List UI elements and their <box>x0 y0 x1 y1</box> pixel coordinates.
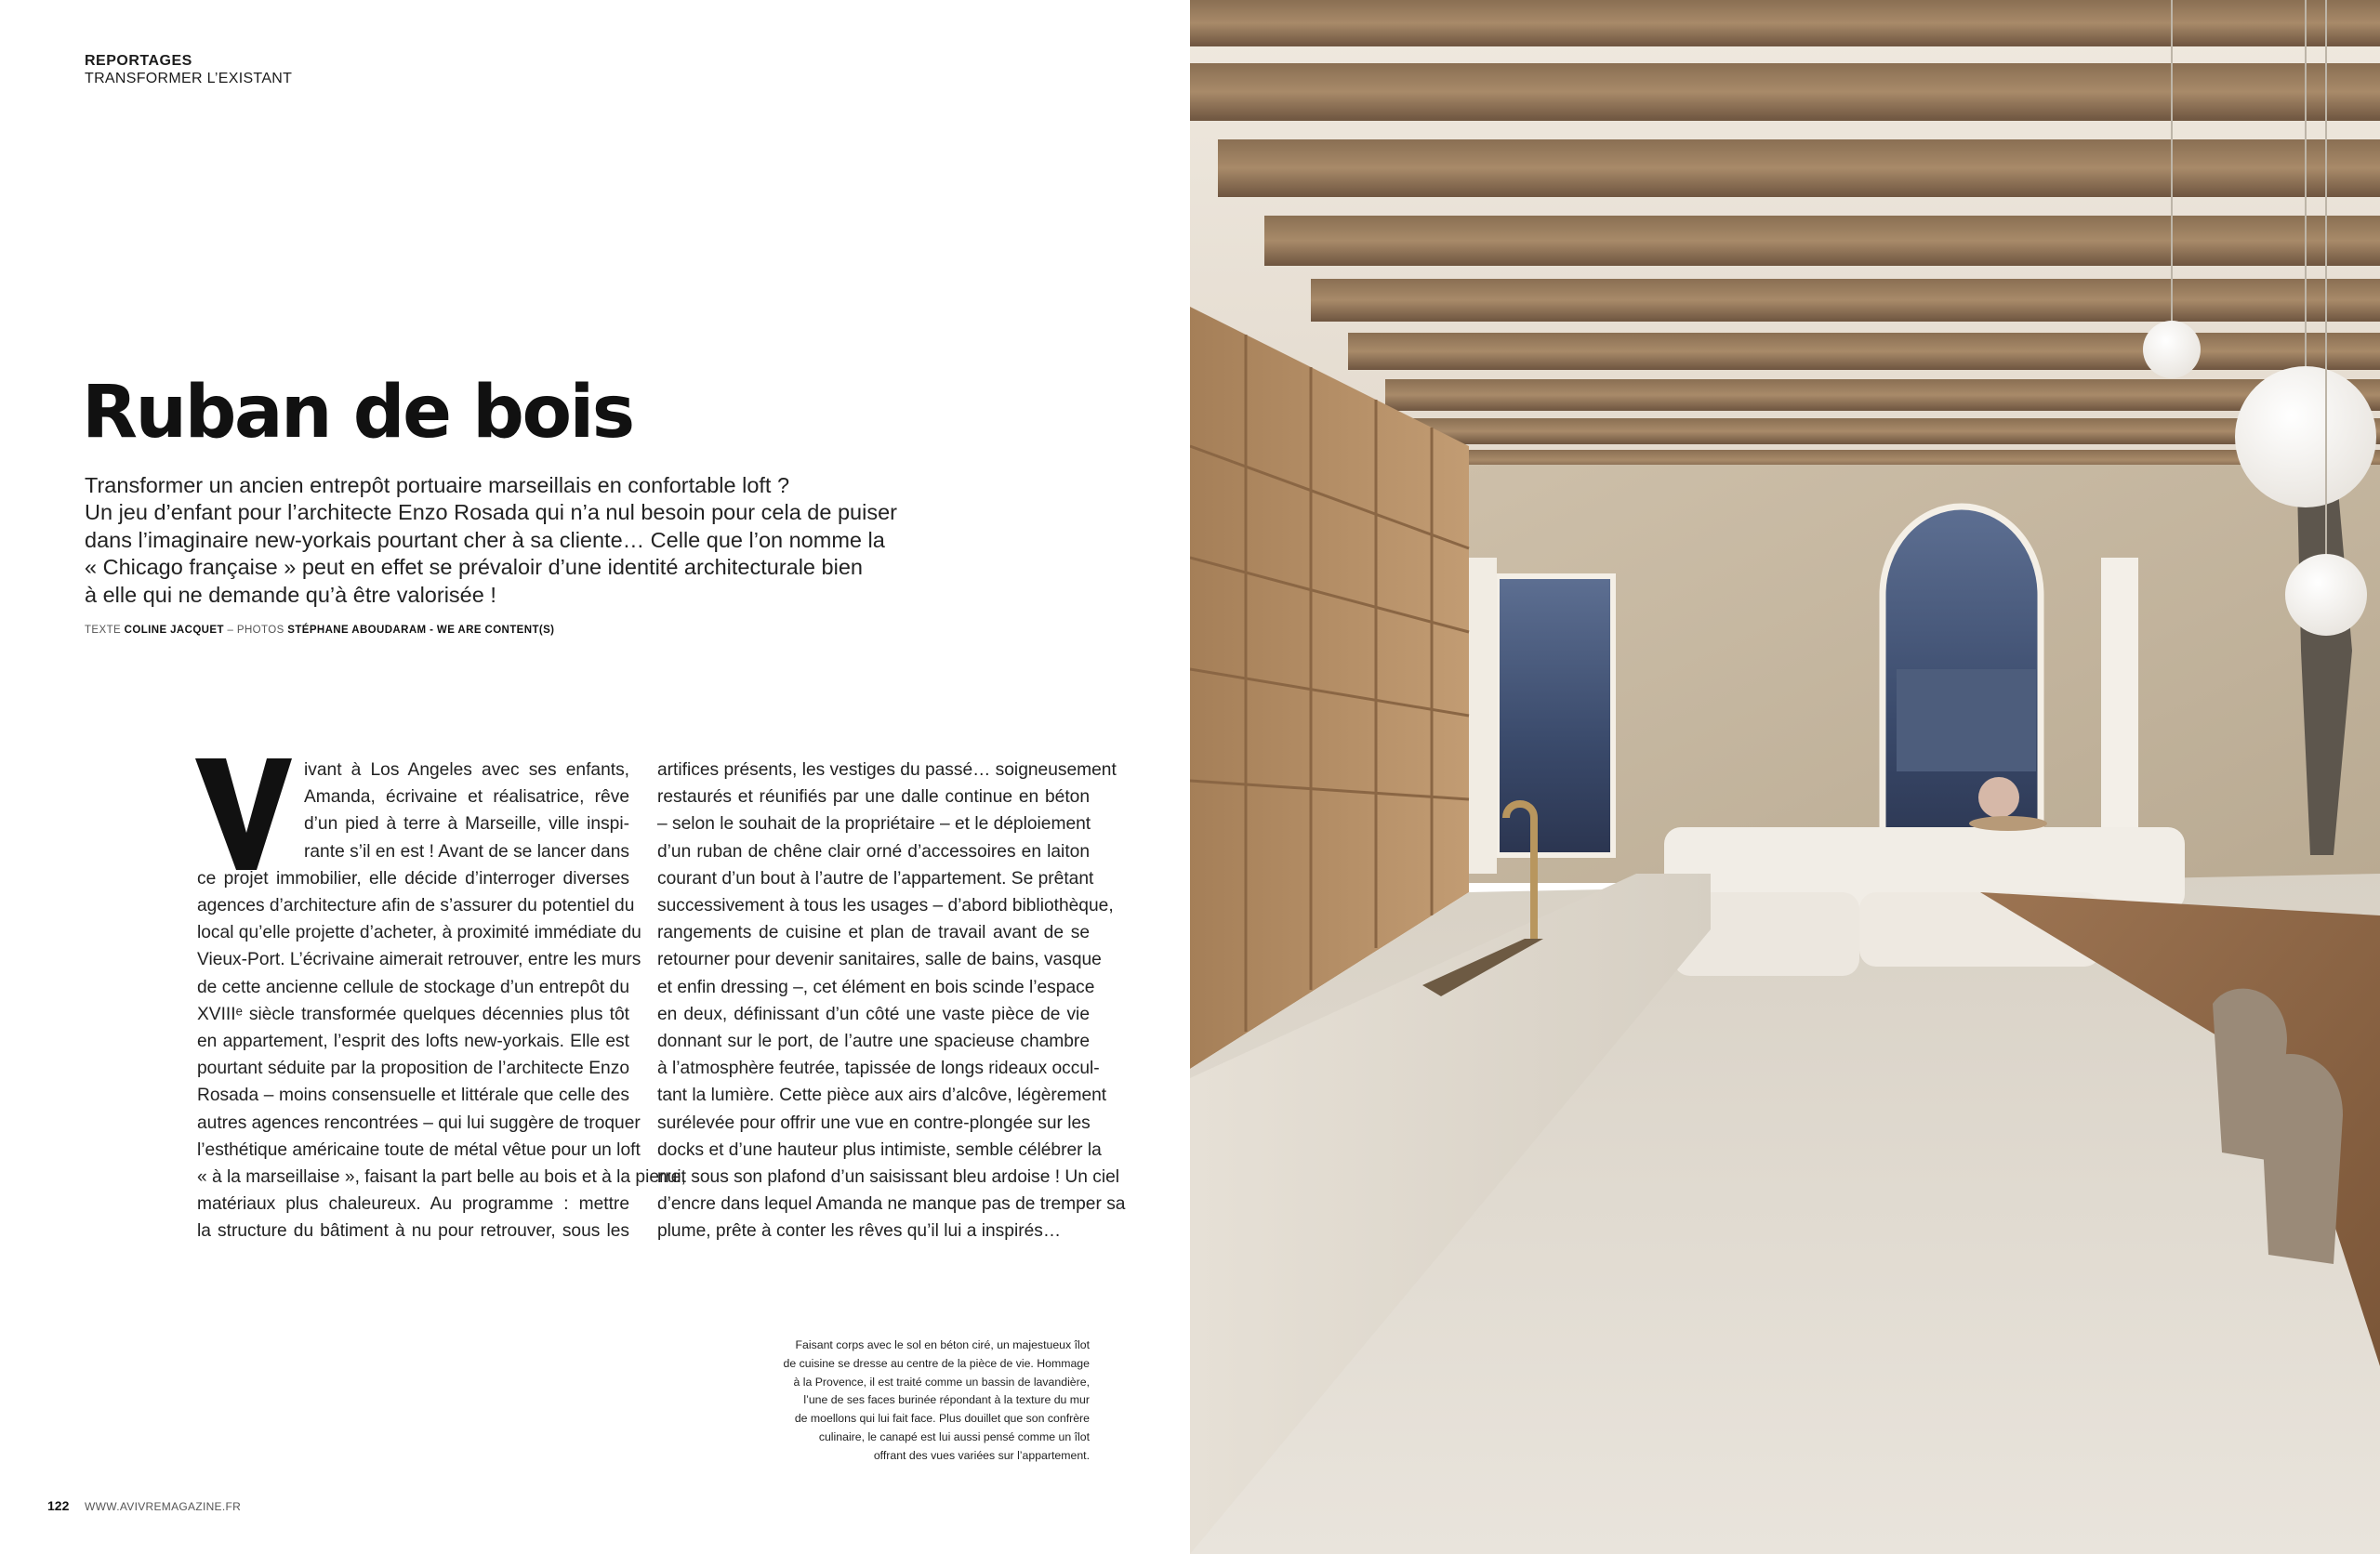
body-line: – selon le souhait de la propriétaire – et le déploiement <box>657 814 1091 835</box>
body-line: ivant à Los Angeles avec ses enfants, <box>304 760 629 780</box>
body-line: agences d’architecture afin de s’assurer du potentiel du <box>197 896 635 916</box>
interior-photo <box>1190 0 2380 1554</box>
body-line: en deux, définissant d’un côté une vaste pièce de vie <box>657 1004 1090 1024</box>
standfirst-line: Transformer un ancien entrepôt portuaire marseillais en confortable loft ? <box>85 473 790 497</box>
caption-line: offrant des vues variées sur l’appartement. <box>873 1448 1090 1462</box>
section-header <box>85 52 292 87</box>
body-line: d’un pied à terre à Marseille, ville inspi- <box>304 814 629 835</box>
section-subtitle: TRANSFORMER L’EXISTANT <box>85 71 293 86</box>
body-line: et enfin dressing –, cet élément en bois scinde l’espace <box>657 977 1095 997</box>
standfirst-line: à elle qui ne demande qu’à être valorisée ! <box>85 582 496 607</box>
body-line: donnant sur le port, de l’autre une spacieuse chambre <box>657 1032 1090 1052</box>
body-line: nuit sous son plafond d’un saisissant bleu ardoise ! Un ciel <box>657 1167 1120 1188</box>
body-line: l’esthétique américaine toute de métal vêtue pour un loft <box>197 1139 641 1160</box>
window-left <box>1497 576 1613 855</box>
body-line: courant d’un bout à l’autre de l’appartement. Se prêtant <box>657 868 1094 889</box>
body-line: XVIIIᵉ siècle transformée quelques décennies plus tôt <box>197 1004 629 1024</box>
caption-line: Faisant corps avec le sol en béton ciré, un majestueux îlot <box>795 1338 1090 1351</box>
body-line: matériaux plus chaleureux. Au programme : mettre <box>197 1194 629 1215</box>
body-line: docks et d’une hauteur plus intimiste, semble célébrer la <box>657 1139 1102 1160</box>
body-line: retourner pour devenir sanitaires, salle de bains, vasque <box>657 950 1102 970</box>
body-line: de cette ancienne cellule de stockage d’un entrepôt du <box>197 977 629 997</box>
body-line: pourtant séduite par la proposition de l’architecte Enzo <box>197 1059 629 1079</box>
credits-text-author: COLINE JACQUET <box>124 625 224 636</box>
credits-text-label: TEXTE <box>85 625 122 636</box>
body-line: surélevée pour offrir une vue en contre-plongée sur les <box>657 1113 1091 1133</box>
caption-line: de cuisine se dresse au centre de la pièce de vie. Hommage <box>783 1356 1090 1370</box>
body-line: « à la marseillaise », faisant la part belle au bois et à la pierre, <box>197 1167 686 1188</box>
body-line: local qu’elle projette d’acheter, à proximité immédiate du <box>197 923 641 943</box>
credits-separator: – <box>227 625 234 636</box>
body-line: rangements de cuisine et plan de travail avant de se <box>657 923 1090 943</box>
flower-bouquet <box>1978 777 2019 818</box>
page-number: 122 <box>47 1498 70 1513</box>
standfirst <box>85 472 897 609</box>
credits <box>85 625 554 636</box>
body-line: d’encre dans lequel Amanda ne manque pas de tremper sa <box>657 1194 1126 1215</box>
standfirst-line: « Chicago française » peut en effet se prévaloir d’une identité architecturale bien <box>85 555 863 580</box>
caption-line: à la Provence, il est traité comme un bassin de lavandière, <box>793 1375 1090 1389</box>
body-line: en appartement, l’esprit des lofts new-yorkais. Elle est <box>197 1032 629 1052</box>
body-line: tant la lumière. Cette pièce aux airs d’alcôve, légèrement <box>657 1086 1107 1106</box>
body-line: ce projet immobilier, elle décide d’interroger diverses <box>197 868 629 889</box>
body-line: rante s’il en est ! Avant de se lancer dans <box>304 841 629 862</box>
caption-line: de moellons qui lui fait face. Plus douillet que son confrère <box>794 1412 1090 1426</box>
body-line: restaurés et réunifiés par une dalle continue en béton <box>657 787 1090 808</box>
body-column-1 <box>197 757 686 1245</box>
body-line: à l’atmosphère feutrée, tapissée de longs rideaux occul- <box>657 1059 1100 1079</box>
credits-photo-label: PHOTOS <box>236 625 284 636</box>
section-title: REPORTAGES <box>85 53 192 69</box>
credits-photo-author: STÉPHANE ABOUDARAM - WE ARE CONTENT(S) <box>287 625 555 636</box>
body-line: d’un ruban de chêne clair orné d’accessoires en laiton <box>657 841 1090 862</box>
body-line: Amanda, écrivaine et réalisatrice, rêve <box>304 787 629 808</box>
body-line: autres agences rencontrées – qui lui suggère de troquer <box>197 1113 641 1133</box>
photo-caption <box>744 1337 1090 1466</box>
article-title: Ruban de bois <box>82 371 633 454</box>
body-column-2 <box>657 757 1126 1245</box>
body-line: plume, prête à conter les rêves qu’il lui a inspirés… <box>657 1221 1062 1242</box>
caption-line: culinaire, le canapé est lui aussi pensé comme un îlot <box>818 1429 1090 1443</box>
standfirst-line: dans l’imaginaire new-yorkais pourtant cher à sa cliente… Celle que l’on nomme la <box>85 527 885 552</box>
standfirst-line: Un jeu d’enfant pour l’architecte Enzo Rosada qui n’a nul besoin pour cela de puiser <box>85 500 897 525</box>
caption-line: l’une de ses faces burinée répondant à la texture du mur <box>803 1393 1090 1407</box>
body-line: Rosada – moins consensuelle et littérale que celle des <box>197 1086 629 1106</box>
body-line: Vieux-Port. L’écrivaine aimerait retrouver, entre les murs <box>197 950 641 970</box>
body-line: successivement à tous les usages – d’abord bibliothèque, <box>657 896 1114 916</box>
website-url: WWW.AVIVREMAGAZINE.FR <box>85 1500 242 1513</box>
body-line: artifices présents, les vestiges du passé… soigneusement <box>657 760 1117 780</box>
loft-interior-illustration <box>1190 0 2380 1554</box>
body-line: la structure du bâtiment à nu pour retrouver, sous les <box>197 1221 629 1242</box>
